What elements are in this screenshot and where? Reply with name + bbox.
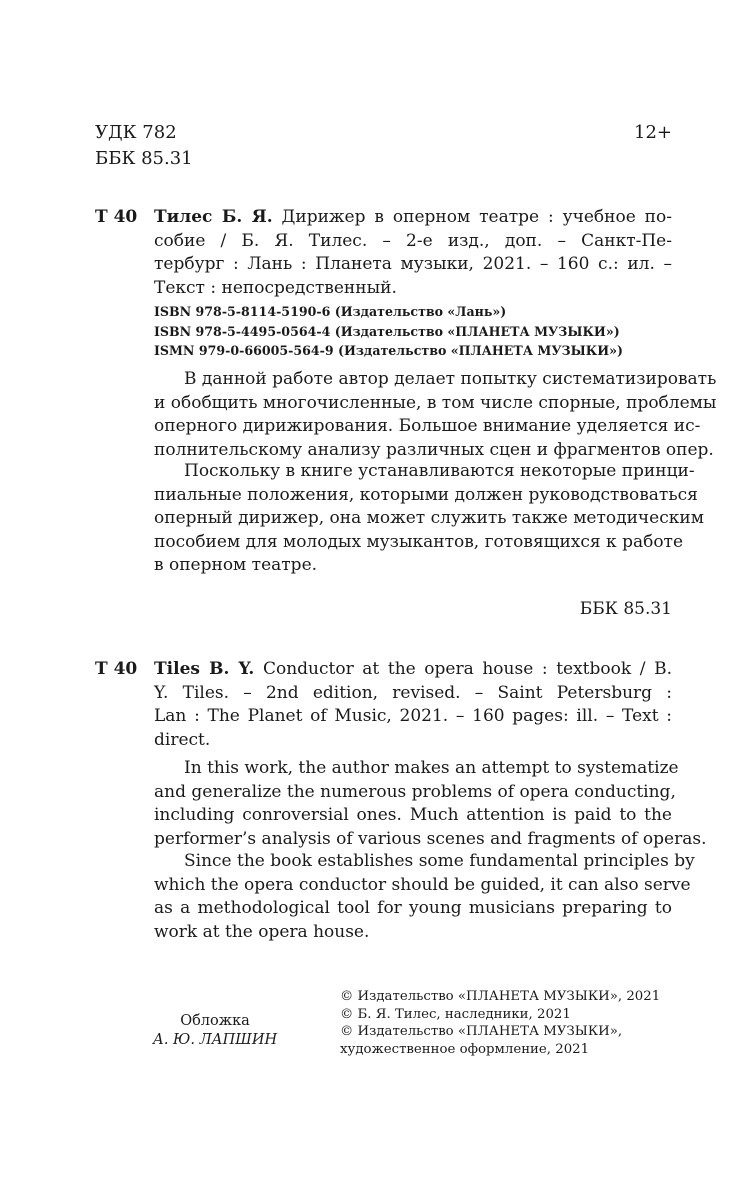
- copyright-line: художественное оформление, 2021: [340, 1042, 590, 1058]
- udk-code: УДК 782: [95, 122, 177, 143]
- en-author-mark: Т 40: [95, 659, 138, 679]
- ru-description: [154, 206, 672, 300]
- ru-desc-line-1: Тилес Б. Я. Дирижер в оперном театре : учебное по-: [154, 207, 672, 227]
- copyright-block: [340, 988, 660, 1059]
- copyright-line: © Издательство «ПЛАНЕТА МУЗЫКИ», 2021: [340, 989, 661, 1004]
- cover-label: Обложка: [180, 1013, 250, 1029]
- ru-desc-line: Текст : непосредственный.: [154, 277, 397, 298]
- en-annotation-1: In this work, the author makes an attempt to systematize and generalize the numerous problems of opera conducting, including conroversial ones. Much attention is paid to the performer’s analysis of various scenes and fragments of operas.: [154, 758, 707, 849]
- en-annotation-2: Since the book establishes some fundamental principles by which the opera conductor should be guided, it can also serve as a methodological tool for young musicians preparing to work at the opera house.: [154, 851, 695, 942]
- isbn-lan: ISBN 978-5-8114-5190-6 (Издательство «Лань»): [154, 304, 507, 319]
- ru-author-mark: Т 40: [95, 207, 138, 227]
- ismn-planeta: ISMN 979-0-66005-564-9 (Издательство «ПЛАНЕТА МУЗЫКИ»): [154, 343, 623, 358]
- ru-desc-line: собие / Б. Я. Тилес. – 2-е изд., доп. – Санкт-Пе-: [154, 230, 672, 251]
- en-description: Tiles B. Y. Conductor at the opera house : textbook / B. Y. Tiles. – 2nd edition, revised. – Saint Petersburg : Lan : The Planet of Music, 2021. – 160 pages: ill. – Text : direct.: [154, 659, 672, 750]
- en-author: Tiles B. Y.: [154, 659, 255, 679]
- age-rating: 12+: [634, 122, 672, 143]
- en-desc-line-1: Tiles B. Y. Conductor at the opera house : textbook / B.: [154, 659, 672, 679]
- copyright-line: © Издательство «ПЛАНЕТА МУЗЫКИ»,: [340, 1024, 623, 1040]
- bbk-code: ББК 85.31: [95, 148, 193, 169]
- ru-annotation-2: Поскольку в книге устанавливаются некоторые принци- пиальные положения, которыми должен руководствоваться оперный дирижер, она может служить также методическим пособием для молодых музыкантов, готовящихся к работе в оперном театре.: [154, 461, 704, 575]
- ru-desc-line: тербург : Лань : Планета музыки, 2021. – 160 с.: ил. –: [154, 254, 672, 274]
- copyright-line: © Б. Я. Тилес, наследники, 2021: [340, 1006, 571, 1022]
- isbn-planeta: ISBN 978-5-4495-0564-4 (Издательство «ПЛАНЕТА МУЗЫКИ»): [154, 323, 620, 339]
- cover-credit: [140, 1012, 290, 1050]
- ru-annotation-1: В данной работе автор делает попытку систематизировать и обобщить многочисленные, в том числе спорные, проблемы оперного дирижирования. Большое внимание уделяется ис- полнительскому анализу различных сцен и фрагментов опер.: [154, 369, 717, 460]
- isbn-list: [154, 302, 623, 361]
- bbk-index-right: ББК 85.31: [579, 599, 672, 619]
- ru-author: Тилес Б. Я.: [154, 207, 273, 227]
- cover-artist: А. Ю. ЛАПШИН: [152, 1032, 278, 1048]
